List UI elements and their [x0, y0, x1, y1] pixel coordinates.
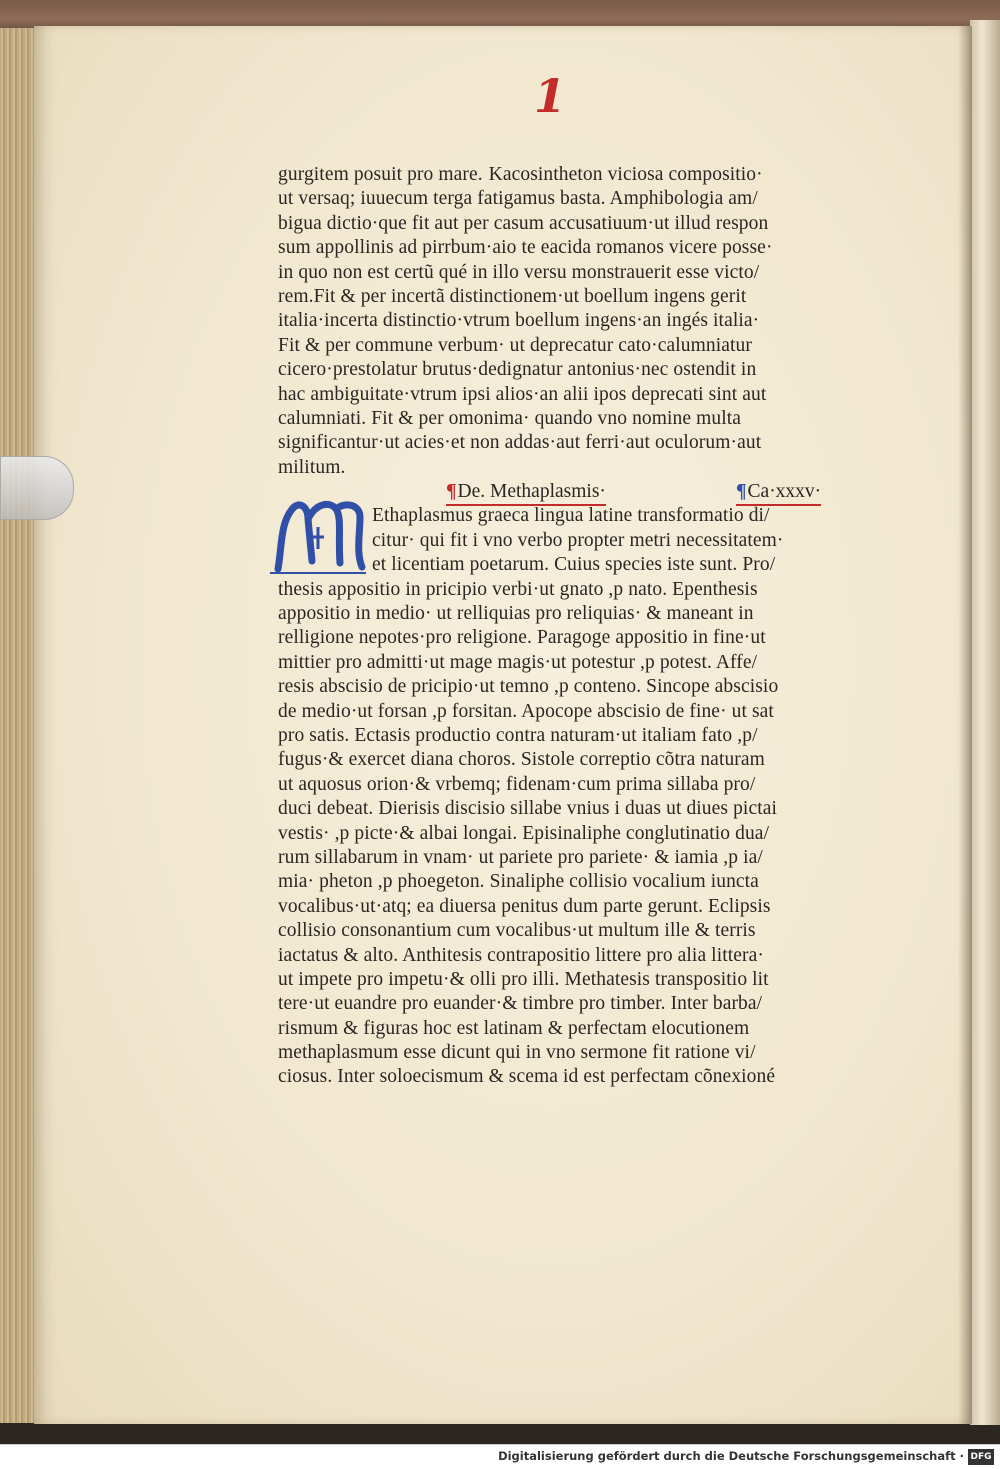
text-line: ut impete pro impetu·& olli pro illi. Methatesis transpositio lit [278, 968, 769, 990]
text-line: rismum & figuras hoc est latinam & perfectam elocutionem [278, 1017, 750, 1039]
text-line: resis abscisio de pricipio·ut temno ,p conteno. Sincope abscisio [278, 676, 779, 698]
line-segment: Kacosintheton viciosa compositio· [488, 164, 763, 185]
text-line: Fit & per commune verbum· ut deprecatur cato·calumniatur [278, 334, 752, 356]
funding-credit: Digitalisierung gefördert durch die Deutsche Forschungsgemeinschaft · [498, 1449, 964, 1463]
text-line: in quo non est certũ qué in illo versu monstrauerit esse victo/ [278, 261, 760, 283]
text-line: iactatus & alto. Anthitesis contrapositio littere pro alia littera· [278, 944, 764, 966]
text-block [278, 163, 844, 1090]
text-line: Ethaplasmus graeca lingua latine transformatio di/ [372, 505, 770, 527]
text-line: tere·ut euandre pro euander·& timbre pro timber. Inter barba/ [278, 993, 763, 1015]
decorated-initial-m [268, 497, 368, 577]
text-line: et licentiam poetarum. Cuius species iste sunt. Pro/ [372, 554, 776, 576]
text-line: citur· qui fit i vno verbo propter metri necessitatem· [372, 529, 784, 551]
text-line: fugus·& exercet diana choros. Sistole correptio cõtra naturam [278, 749, 765, 771]
line-segment: rem. [278, 285, 314, 307]
text-line: pro satis. Ectasis productio contra naturam·ut italiam fato ,p/ [278, 724, 758, 746]
line-segment: Fit & per incertã distinctionem·ut boellum ingens gerit [313, 285, 747, 307]
text-line [278, 285, 844, 309]
line-segment: Fit & per omonima· quando vno nomine multa [371, 407, 742, 429]
folio-number: 1 [533, 69, 566, 123]
footer-bar [0, 1444, 1000, 1469]
dfg-logo-icon: DFG [968, 1449, 994, 1465]
text-line [278, 407, 844, 431]
text-line: mia· pheton ,p phoegeton. Sinaliphe collisio vocalium iuncta [278, 871, 759, 893]
chapter-title-text: De. Methaplasmis· [457, 481, 606, 503]
text-line: collisio consonantium cum vocalibus·ut multum ille & terris [278, 920, 756, 942]
text-line: appositio in medio· ut relliquias pro reliquias· & maneant in [278, 603, 754, 625]
text-line: italia·incerta distinctio·vtrum boellum ingens·an ingés italia· [278, 310, 760, 332]
text-line: vestis· ,p picte·& albai longai. Episinaliphe conglutinatio dua/ [278, 822, 770, 844]
gutter-shadow [958, 26, 972, 1424]
text-line: thesis appositio in pricipio verbi·ut gnato ,p nato. Epenthesis [278, 578, 758, 600]
text-line: rum sillabarum in vnam· ut pariete pro pariete· & iamia ,p ia/ [278, 846, 763, 868]
text-line: mittier pro admitti·ut mage magis·ut potestur ,p potest. Affe/ [278, 651, 758, 673]
text-line [278, 187, 844, 211]
rubric-mark: ¶ [736, 481, 747, 503]
text-line: significantur·ut acies·et non addas·aut ferri·aut oculorum·aut [278, 432, 762, 454]
binding-right [970, 20, 1000, 1425]
page-clip [0, 456, 74, 520]
text-line: ciosus. Inter soloecismum & scema id est perfectam cõnexioné [278, 1066, 776, 1088]
text-line: vocalibus·ut·atq; ea diuersa penitus dum parte gerunt. Eclipsis [278, 895, 771, 917]
text-line: sum appollinis ad pirrbum·aio te eacida romanos vicere posse· [278, 237, 773, 259]
text-line: relligione nepotes·pro religione. Paragoge appositio in fine·ut [278, 627, 766, 649]
line-segment: calumniati. [278, 407, 367, 429]
chapter-number-text: Ca·xxxv· [747, 481, 822, 503]
rubric-mark: ¶ [446, 481, 457, 503]
text-line: cicero·prestolatur brutus·dedignatur antonius·nec ostendit in [278, 359, 757, 381]
text-line: methaplasmum esse dicunt qui in vno sermone fit ratione vi/ [278, 1042, 756, 1064]
text-line: hac ambiguitate·vtrum ipsi alios·an alii ipos deprecati sint aut [278, 383, 767, 405]
text-line: de medio·ut forsan ,p forsitan. Apocope abscisio de fine· ut sat [278, 700, 774, 722]
text-line: bigua dictio·que fit aut per casum accusatiuum·ut illud respon [278, 212, 769, 234]
text-line [278, 163, 844, 187]
text-line: militum. [278, 456, 346, 478]
text-line: ut aquosus orion·& vrbemq; fidenam·cum prima sillaba pro/ [278, 773, 756, 795]
text-line: duci debeat. Dierisis discisio sillabe vnius i duas ut diues pictai [278, 798, 777, 820]
line-segment: gurgitem posuit pro mare. [278, 164, 488, 185]
chapter-number [736, 480, 821, 506]
line-segment: ut versaq; iuuecum terga fatigamus basta. [278, 188, 606, 210]
line-segment: Amphibologia am/ [609, 188, 758, 210]
chapter-title [446, 480, 606, 506]
